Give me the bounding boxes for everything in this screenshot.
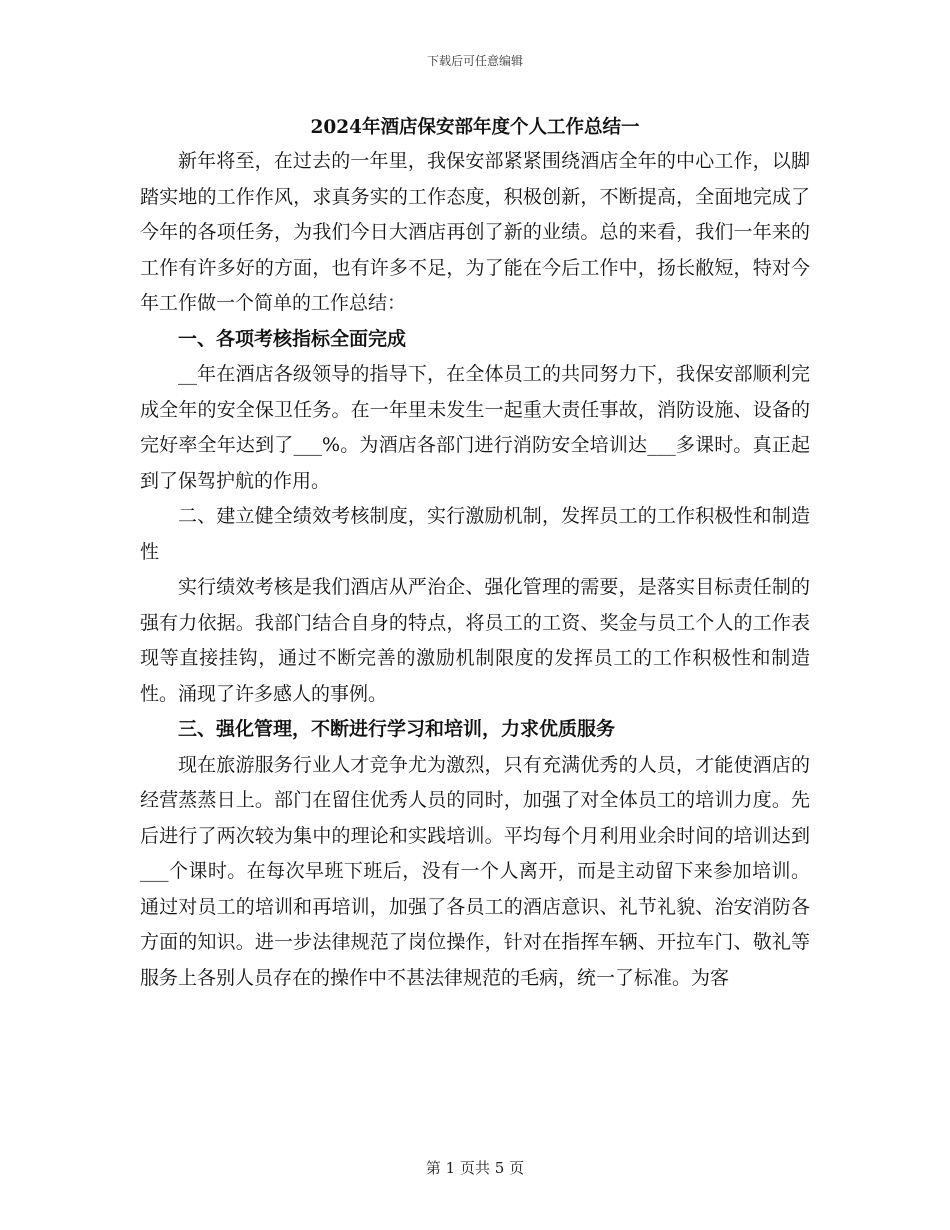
section-2-paragraph: 实行绩效考核是我们酒店从严治企、强化管理的需要，是落实目标责任制的强有力依据。我部门结合自身的特点，将员工的工资、奖金与员工个人的工作表现等直接挂钩，通过不断完善的激励机制限度的发挥员工的工作积极性和制造性。涌现了许多感人的事例。 [140,576,810,705]
section-heading-1: 一、各项考核指标全面完成 [178,327,407,350]
section-1-paragraph: __年在酒店各级领导的指导下，在全体员工的共同努力下，我保安部顺利完成全年的安全保卫任务。在一年里未发生一起重大责任事故，消防设施、设备的完好率全年达到了___%。为酒店各部门进行消防安全培训达___多课时。真正起到了保驾护航的作用。 [140,363,810,492]
section-heading-2: 二、建立健全绩效考核制度，实行激励机制，发挥员工的工作积极性和制造性 [140,505,810,563]
section-heading-3: 三、强化管理，不断进行学习和培训，力求优质服务 [178,718,616,740]
page-number: 第 1 页共 5 页 [425,1159,525,1177]
page-header: 下载后可任意编辑 [426,54,523,68]
document-body [140,112,810,996]
intro-paragraph: 新年将至，在过去的一年里，我保安部紧紧围绕酒店全年的中心工作，以脚踏实地的工作作风，求真务实的工作态度，积极创新，不断提高，全面地完成了今年的各项任务，为我们今日大酒店再创了新的业绩。总的来看，我们一年来的工作有许多好的方面，也有许多不足，为了能在今后工作中，扬长敝短，特对今年工作做一个简单的工作总结： [140,150,810,314]
section-3-paragraph: 现在旅游服务行业人才竞争尤为激烈，只有充满优秀的人员，才能使酒店的经营蒸蒸日上。部门在留住优秀人员的同时，加强了对全体员工的培训力度。先后进行了两次较为集中的理论和实践培训。平均每个月利用业余时间的培训达到___个课时。在每次早班下班后，没有一个人离开，而是主动留下来参加培训。通过对员工的培训和再培训，加强了各员工的酒店意识、礼节礼貌、治安消防各方面的知识。进一步法律规范了岗位操作，针对在指挥车辆、开拉车门、敬礼等服务上各别人员存在的操作中不甚法律规范的毛病，统一了标准。为客 [140,753,810,989]
document-title: 2024年酒店保安部年度个人工作总结一 [310,117,640,138]
